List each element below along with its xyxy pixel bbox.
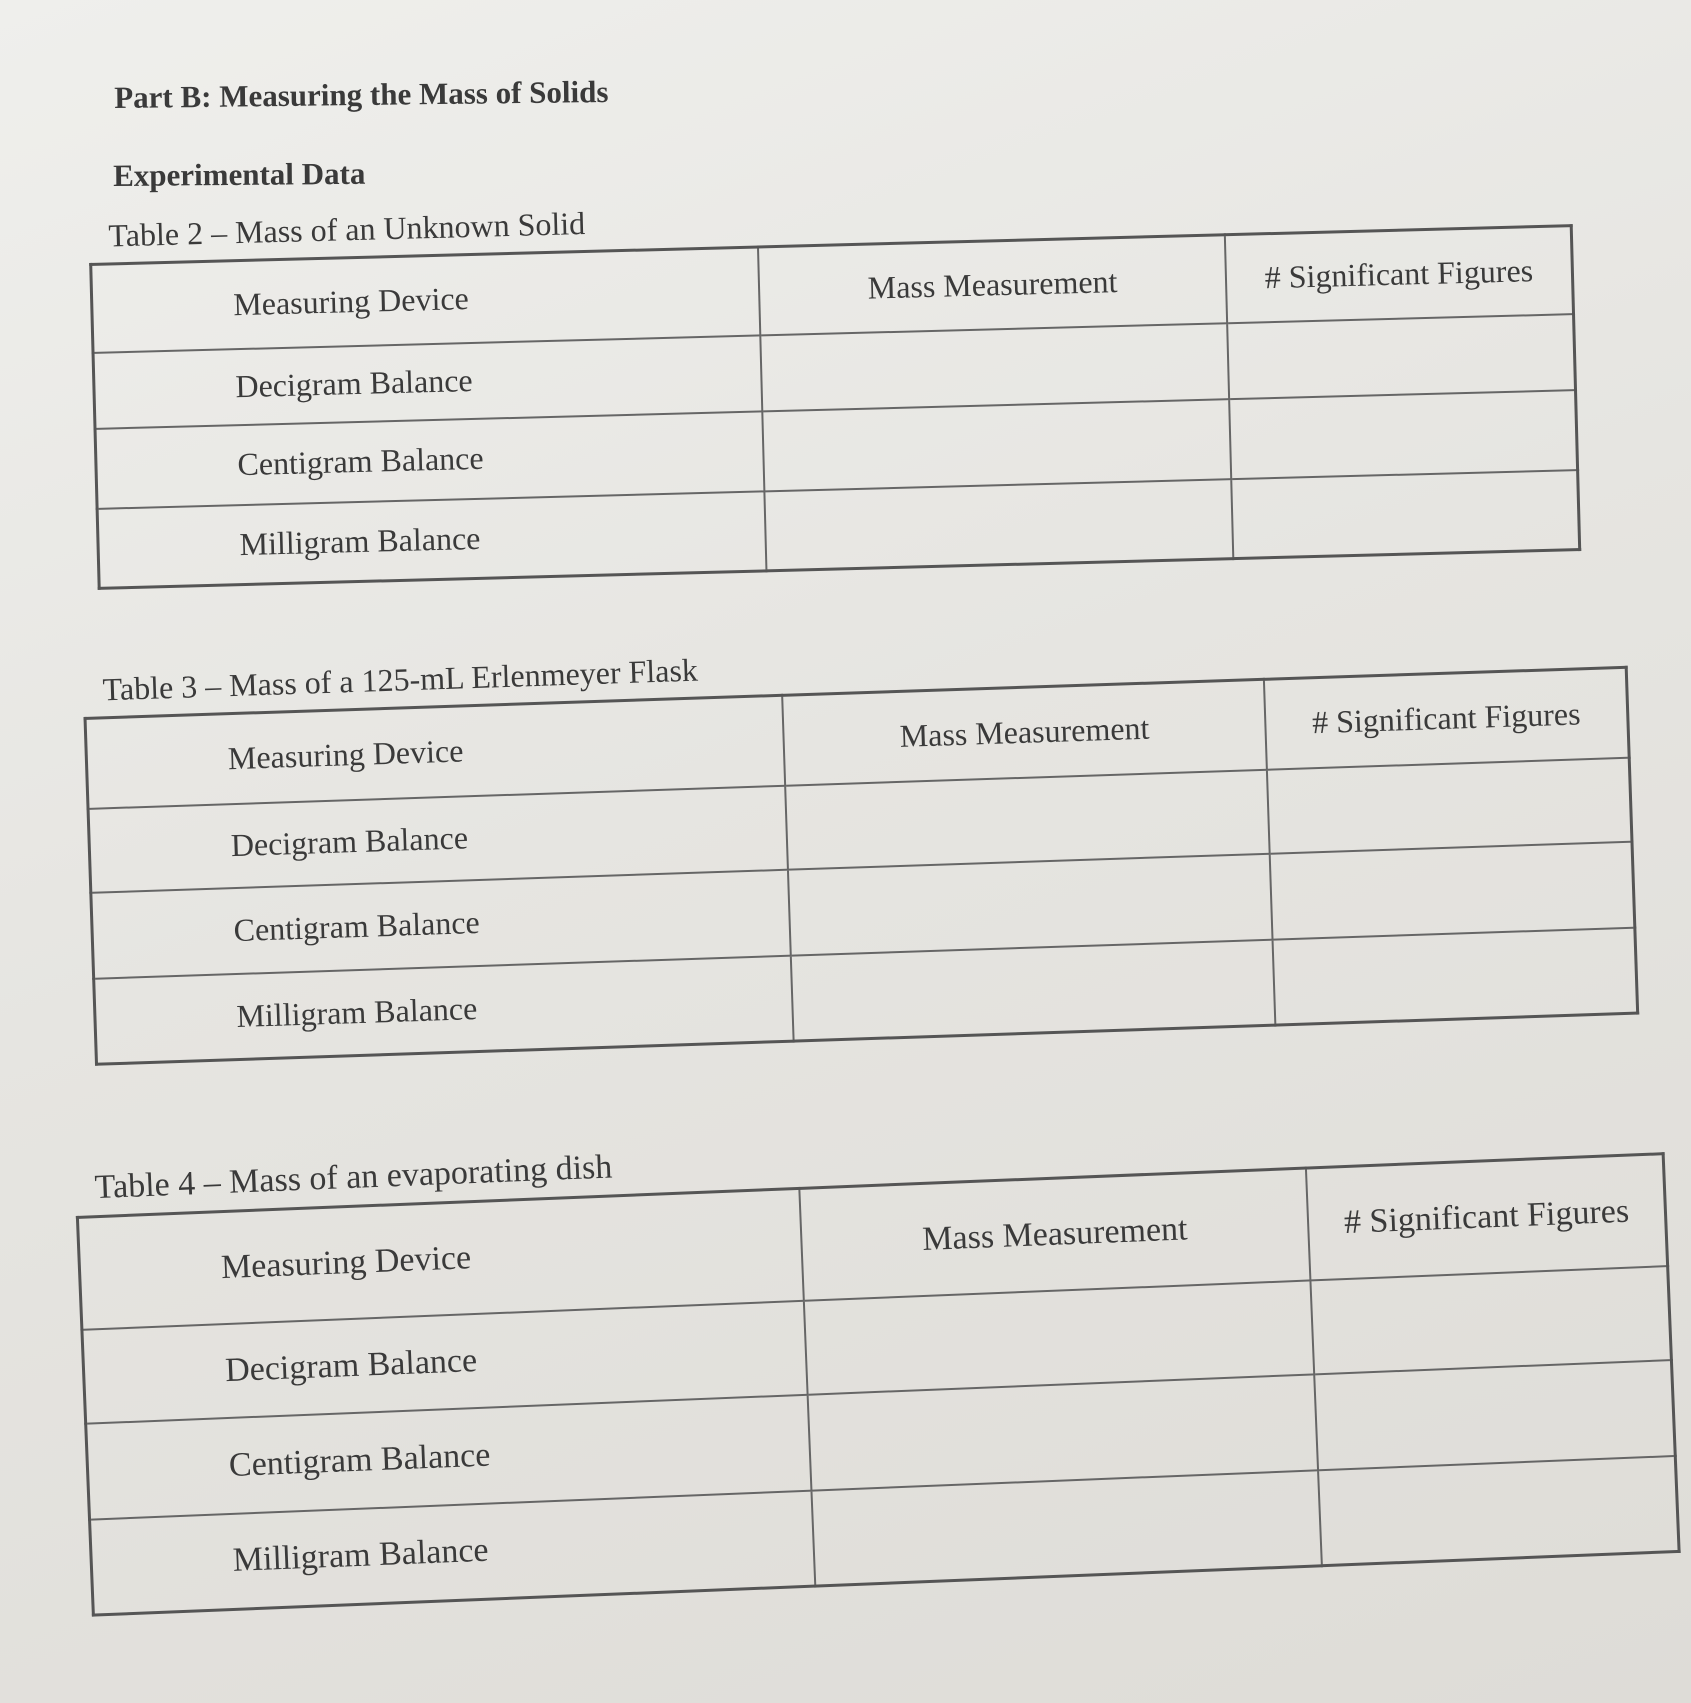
table-4-block: [74, 1106, 1681, 1616]
sig-figs-input-cell[interactable]: [1273, 927, 1638, 1025]
mass-table: [76, 1152, 1681, 1616]
sig-figs-input-cell[interactable]: [1270, 841, 1635, 939]
table-3-block: [82, 621, 1639, 1066]
mass-table: [83, 666, 1639, 1066]
header-mass-measurement: Mass Measurement: [782, 679, 1267, 785]
header-measuring-device: Measuring Device: [85, 695, 785, 808]
header-significant-figures: # Significant Figures: [1306, 1154, 1668, 1280]
table-caption: Table 3 – Mass of a 125-mL Erlenmeyer Flask: [101, 651, 699, 708]
sig-figs-input-cell[interactable]: [1231, 470, 1579, 559]
mass-input-cell[interactable]: [764, 479, 1233, 571]
sig-figs-input-cell[interactable]: [1318, 1455, 1679, 1565]
device-cell: Centigram Balance: [95, 411, 764, 508]
sig-figs-input-cell[interactable]: [1310, 1266, 1671, 1374]
sig-figs-input-cell[interactable]: [1227, 314, 1575, 399]
part-title: Part B: Measuring the Mass of Solids: [114, 73, 609, 115]
device-cell: Milligram Balance: [94, 955, 794, 1064]
mass-input-cell[interactable]: [788, 853, 1273, 955]
sig-figs-input-cell[interactable]: [1229, 390, 1577, 479]
device-cell: Decigram Balance: [88, 785, 788, 892]
mass-input-cell[interactable]: [811, 1470, 1321, 1586]
header-mass-measurement: Mass Measurement: [758, 235, 1227, 335]
mass-input-cell[interactable]: [785, 769, 1270, 869]
header-measuring-device: Measuring Device: [91, 247, 761, 352]
section-title: Experimental Data: [113, 155, 366, 193]
device-cell: Decigram Balance: [93, 335, 762, 428]
header-mass-measurement: Mass Measurement: [799, 1168, 1310, 1300]
table-caption: Table 4 – Mass of an evaporating dish: [93, 1148, 613, 1207]
table-caption: Table 2 – Mass of an Unknown Solid: [107, 204, 586, 254]
header-significant-figures: # Significant Figures: [1264, 667, 1629, 769]
table-2-block: [88, 179, 1581, 590]
device-cell: Milligram Balance: [97, 491, 766, 588]
mass-input-cell[interactable]: [760, 323, 1229, 411]
sig-figs-input-cell[interactable]: [1314, 1360, 1675, 1470]
device-cell: Milligram Balance: [90, 1490, 816, 1615]
header-measuring-device: Measuring Device: [77, 1188, 803, 1329]
device-cell: Centigram Balance: [91, 869, 791, 978]
sig-figs-input-cell[interactable]: [1267, 757, 1632, 853]
device-cell: Decigram Balance: [82, 1300, 808, 1423]
mass-input-cell[interactable]: [762, 399, 1231, 491]
mass-table: [89, 224, 1581, 590]
header-significant-figures: # Significant Figures: [1225, 226, 1574, 323]
device-cell: Centigram Balance: [86, 1394, 812, 1519]
mass-input-cell[interactable]: [791, 939, 1276, 1041]
